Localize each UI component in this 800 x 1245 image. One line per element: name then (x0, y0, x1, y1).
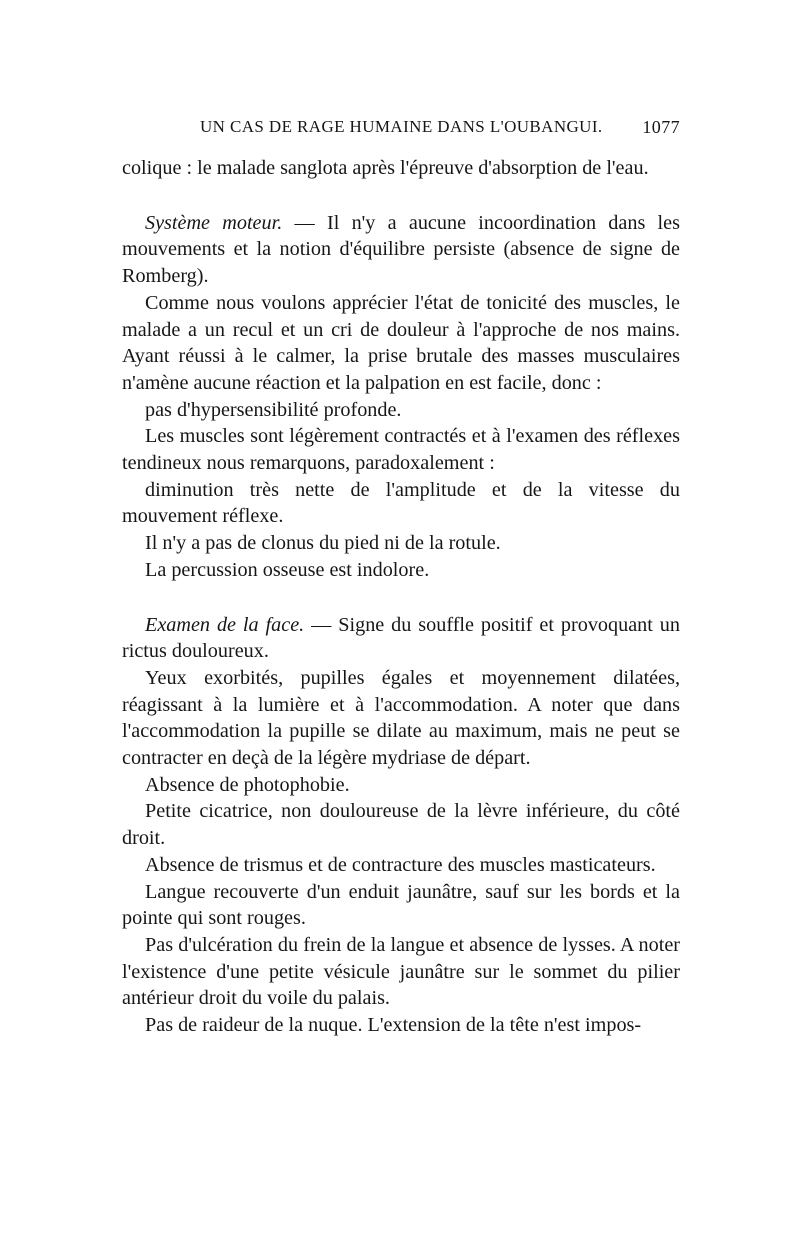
page-number: 1077 (642, 117, 680, 137)
paragraph: Examen de la face. — Signe du souffle positif et provoquant un rictus douloureux. (122, 613, 680, 663)
paragraph: Système moteur. — Il n'y a aucune incoordination dans les mouvements et la notion d'équilibre persiste (absence de signe de Romberg). (122, 211, 680, 288)
paragraph: Absence de trismus et de contracture des muscles masticateurs. (145, 853, 656, 876)
paragraph: diminution très nette de l'amplitude et de la vitesse du mouvement réflexe. (122, 478, 680, 528)
paragraph: pas d'hypersensibilité profonde. (145, 398, 402, 421)
body-text (122, 155, 680, 1039)
paragraph: colique : le malade sanglota après l'épreuve d'absorption de l'eau. (122, 157, 649, 179)
running-title: UN CAS DE RAGE HUMAINE DANS L'OUBANGUI. (200, 117, 603, 136)
paragraph: Comme nous voulons apprécier l'état de tonicité des muscles, le malade a un recul et un cri de douleur à l'approche de nos mains. Ayant réussi à le calmer, la prise brutale des masses musculaires n'amène aucune réaction et la palpation en est facile, donc : (122, 291, 680, 394)
paragraph: Yeux exorbités, pupilles égales et moyennement dilatées, réagissant à la lumière et à l'accommodation. A noter que dans l'accommodation la pupille se dilate au maximum, mais ne peut se contracter en deçà de la légère mydriase de départ. (122, 666, 680, 770)
section-heading: Système moteur. (145, 211, 283, 234)
paragraph: Pas d'ulcération du frein de la langue et absence de lysses. A noter l'existence d'une petite vésicule jaunâtre sur le sommet du pilier antérieur droit du voile du palais. (122, 933, 680, 1010)
paragraph: La percussion osseuse est indolore. (145, 558, 430, 581)
paragraph: Il n'y a pas de clonus du pied ni de la rotule. (145, 532, 501, 555)
paragraph: Absence de photophobie. (145, 773, 350, 796)
paragraph: Petite cicatrice, non douloureuse de la lèvre inférieure, du côté droit. (122, 800, 680, 850)
paragraph: Les muscles sont légèrement contractés et à l'examen des réflexes tendineux nous remarquons, paradoxalement : (122, 425, 680, 475)
paragraph: Pas de raideur de la nuque. L'extension de la tête n'est impos- (145, 1014, 642, 1037)
paragraph: Langue recouverte d'un enduit jaunâtre, sauf sur les bords et la pointe qui sont rouges. (122, 880, 680, 930)
section-heading: Examen de la face. (145, 613, 305, 636)
